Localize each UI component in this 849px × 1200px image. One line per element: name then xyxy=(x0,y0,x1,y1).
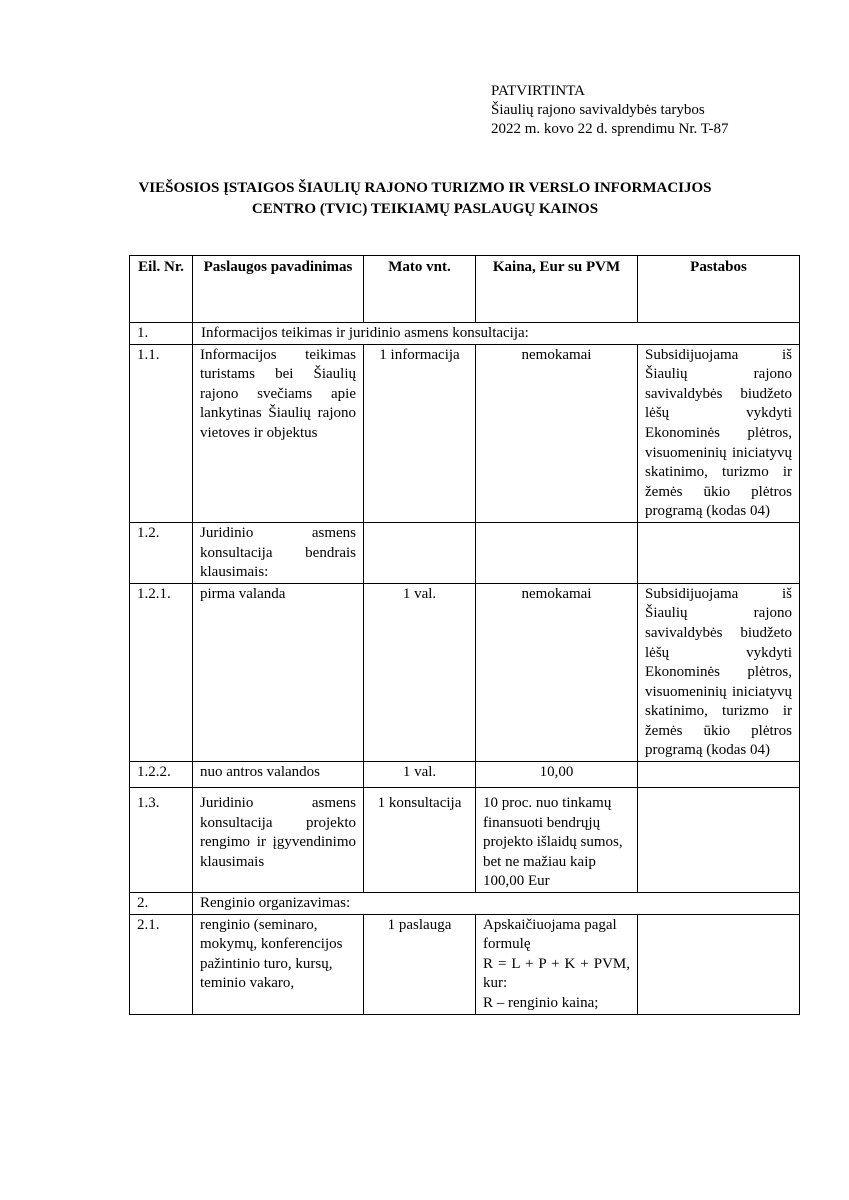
header-service: Paslaugos pavadinimas xyxy=(193,256,364,323)
table-row xyxy=(130,914,800,1014)
row-no: 1.2. xyxy=(130,522,193,583)
row-no: 1.2.1. xyxy=(130,583,193,761)
table-row xyxy=(130,893,800,915)
service-name: renginio (seminaro, mokymų, konferencijos pažintinio turo, kursų, teminio vakaro, xyxy=(193,914,364,1014)
notes-cell: Subsidijuojama iš Šiaulių rajono savivaldybės biudžeto lėšų vykdyti Ekonominės plėtros, visuomeninių iniciatyvų skatinimo, turizmo ir žemės ūkio plėtros programą (kodas 04) xyxy=(638,583,800,761)
service-name: Informacijos teikimas turistams bei Šiaulių rajono svečiams apie lankytinas Šiaulių rajono vietoves ir objektus xyxy=(193,344,364,522)
approval-line-1: PATVIRTINTA xyxy=(491,83,586,99)
row-no: 2.1. xyxy=(130,914,193,1014)
price-cell: 10,00 xyxy=(476,762,638,788)
service-name: pirma valanda xyxy=(193,583,364,761)
notes-cell xyxy=(638,522,800,583)
unit-cell: 1 val. xyxy=(364,583,476,761)
price-cell xyxy=(476,914,638,1014)
table-row xyxy=(130,762,800,788)
notes-cell xyxy=(638,762,800,788)
service-name: Juridinio asmens konsultacija projekto rengimo ir įgyvendinimo klausimais xyxy=(193,788,364,893)
title-line-1: VIEŠOSIOS ĮSTAIGOS ŠIAULIŲ RAJONO TURIZMO IR VERSLO INFORMACIJOS xyxy=(138,180,712,196)
approval-block xyxy=(491,82,729,139)
table-row xyxy=(130,522,800,583)
unit-cell: 1 konsultacija xyxy=(364,788,476,893)
table-row xyxy=(130,788,800,893)
notes-cell: Subsidijuojama iš Šiaulių rajono savivaldybės biudžeto lėšų vykdyti Ekonominės plėtros, visuomeninių iniciatyvų skatinimo, turizmo ir žemės ūkio plėtros programą (kodas 04) xyxy=(638,344,800,522)
unit-cell: 1 val. xyxy=(364,762,476,788)
unit-cell xyxy=(364,522,476,583)
unit-cell: 1 paslauga xyxy=(364,914,476,1014)
approval-line-3: 2022 m. kovo 22 d. sprendimu Nr. T-87 xyxy=(491,121,729,137)
header-notes: Pastabos xyxy=(638,256,800,323)
table-header-row xyxy=(130,256,800,323)
service-name: nuo antros valandos xyxy=(193,762,364,788)
row-no: 1.3. xyxy=(130,788,193,893)
table-row xyxy=(130,323,800,345)
document-title xyxy=(100,178,750,220)
price-cell xyxy=(476,522,638,583)
notes-cell xyxy=(638,788,800,893)
header-unit: Mato vnt. xyxy=(364,256,476,323)
header-no: Eil. Nr. xyxy=(130,256,193,323)
price-cell: 10 proc. nuo tinkamų finansuoti bendrųjų projekto išlaidų sumos, bet ne mažiau kaip 100,00 Eur xyxy=(476,788,638,893)
row-no: 1.1. xyxy=(130,344,193,522)
section-title: Renginio organizavimas: xyxy=(193,893,800,915)
service-name: Juridinio asmens konsultacija bendrais klausimais: xyxy=(193,522,364,583)
table-row xyxy=(130,344,800,522)
section-title: Informacijos teikimas ir juridinio asmens konsultacija: xyxy=(193,323,800,345)
formula-definition: R – renginio kaina; xyxy=(483,995,599,1011)
approval-line-2: Šiaulių rajono savivaldybės tarybos xyxy=(491,102,705,118)
formula-intro: Apskaičiuojama pagal formulę xyxy=(483,916,617,953)
price-cell: nemokamai xyxy=(476,344,638,522)
row-no: 1.2.2. xyxy=(130,762,193,788)
unit-cell: 1 informacija xyxy=(364,344,476,522)
formula: R = L + P + K + PVM, kur: xyxy=(483,955,630,992)
title-line-2: CENTRO (TVIC) TEIKIAMŲ PASLAUGŲ KAINOS xyxy=(251,201,599,217)
notes-cell xyxy=(638,914,800,1014)
price-table xyxy=(129,255,800,1015)
header-price: Kaina, Eur su PVM xyxy=(476,256,638,323)
row-no: 2. xyxy=(130,893,193,915)
table-row xyxy=(130,583,800,761)
price-cell: nemokamai xyxy=(476,583,638,761)
row-no: 1. xyxy=(130,323,193,345)
